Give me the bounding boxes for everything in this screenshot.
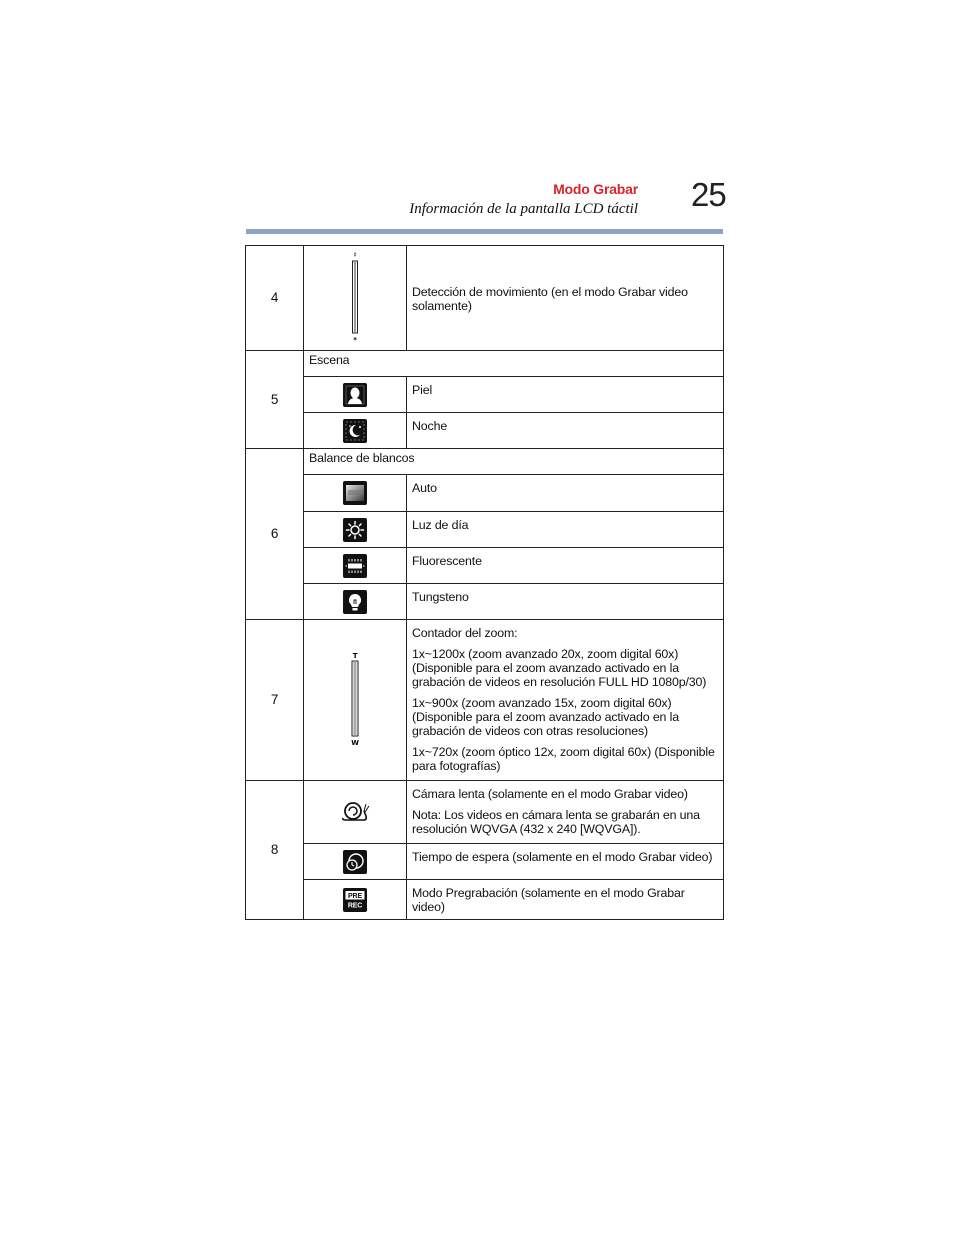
page-number: 25 [691, 176, 726, 213]
slow-motion-title: Cámara lenta (solamente en el modo Grabar video) [412, 787, 688, 801]
icon-cell [304, 844, 407, 880]
rec-badge-text: REC [347, 902, 363, 909]
row-number: 6 [246, 449, 304, 620]
table-row [246, 620, 724, 781]
section-title: Modo Grabar [553, 181, 638, 197]
pre-badge-text: PRE [348, 892, 362, 900]
icon-cell [304, 880, 407, 920]
scene-skin-label: Piel [407, 377, 724, 413]
table-row [246, 844, 724, 880]
icon-cell [304, 620, 407, 781]
svg-text:T: T [352, 651, 358, 660]
row-number: 7 [246, 620, 304, 781]
zoom-counter-title: Contador del zoom: [412, 626, 518, 640]
header-divider [246, 229, 723, 234]
wb-fluorescent-label: Fluorescente [407, 548, 724, 584]
pre-record-icon [343, 888, 367, 912]
scene-night-label: Noche [407, 413, 724, 449]
icon-cell [304, 548, 407, 584]
zoom-range-720x: 1x~720x (zoom óptico 12x, zoom digital 60x) (Disponible para fotografías) [412, 745, 715, 773]
table-row [246, 449, 724, 475]
zoom-range-1200x: 1x~1200x (zoom avanzado 20x, zoom digital 60x) (Disponible para el zoom avanzado activado en la grabación de videos en resolución FULL HD 1080p/30) [412, 647, 707, 689]
skin-portrait-icon [343, 383, 367, 407]
fluorescent-icon [343, 554, 367, 578]
icon-cell [304, 584, 407, 620]
motion-detection-meter-icon [349, 250, 361, 346]
icon-cell [304, 781, 407, 844]
row-number: 8 [246, 781, 304, 920]
wb-tungsten-label: Tungsteno [407, 584, 724, 620]
svg-text:♯: ♯ [353, 250, 357, 259]
zoom-meter-icon [349, 651, 361, 749]
wb-daylight-label: Luz de día [407, 512, 724, 548]
section-subtitle: Información de la pantalla LCD táctil [409, 201, 638, 217]
zoom-counter-description [407, 620, 724, 781]
table-row [246, 475, 724, 512]
lcd-icons-table [245, 245, 724, 920]
zoom-range-900x: 1x~900x (zoom avanzado 15x, zoom digital 60x) (Disponible para el zoom avanzado activado en la grabación de videos con otras resoluciones) [412, 696, 679, 738]
scene-heading: Escena [304, 351, 724, 377]
svg-text:*: * [353, 335, 357, 343]
icon-cell [304, 413, 407, 449]
night-moon-icon [343, 419, 367, 443]
table-row [246, 377, 724, 413]
pre-record-label: Modo Pregrabación (solamente en el modo Grabar video) [407, 880, 724, 920]
table-row [246, 584, 724, 620]
table-row [246, 781, 724, 844]
wb-auto-label: Auto [407, 475, 724, 512]
motion-detection-description: Detección de movimiento (en el modo Grabar video solamente) [407, 246, 724, 351]
icon-cell [304, 377, 407, 413]
svg-text:W: W [351, 738, 359, 746]
table-row [246, 512, 724, 548]
table-row [246, 548, 724, 584]
daylight-sun-icon [343, 518, 367, 542]
time-lapse-icon [343, 850, 367, 874]
slow-motion-snail-icon [340, 812, 370, 826]
slow-motion-description [407, 781, 724, 844]
tungsten-bulb-icon [343, 590, 367, 614]
white-balance-heading: Balance de blancos [304, 449, 724, 475]
table-row [246, 880, 724, 920]
icon-cell [304, 512, 407, 548]
icon-cell [304, 475, 407, 512]
row-number: 5 [246, 351, 304, 449]
icon-cell [304, 246, 407, 351]
row-number: 4 [246, 246, 304, 351]
table-row [246, 246, 724, 351]
time-lapse-label: Tiempo de espera (solamente en el modo Grabar video) [407, 844, 724, 880]
table-row [246, 413, 724, 449]
slow-motion-note: Nota: Los videos en cámara lenta se grabarán en una resolución WQVGA (432 x 240 [WQVGA]). [412, 808, 700, 836]
table-row [246, 351, 724, 377]
auto-white-balance-icon [343, 481, 367, 505]
